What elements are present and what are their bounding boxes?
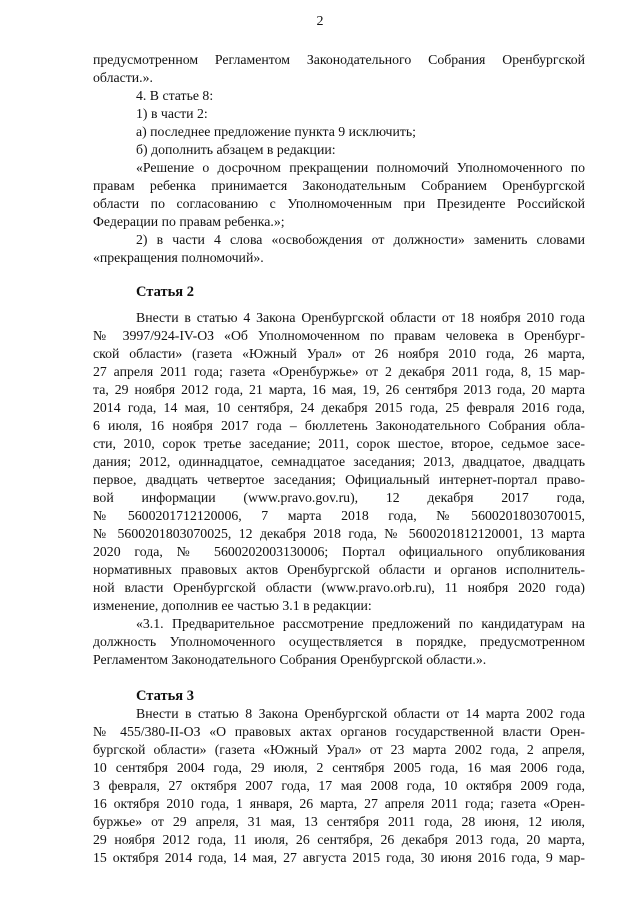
text-line: вой информации (www.pravo.gov.ru), 12 декабря 2017 года, <box>93 490 585 505</box>
text-line: 16 октября 2010 года, 1 января, 26 марта, 27 апреля 2011 года; газета «Орен- <box>93 796 585 811</box>
text-line: правам ребенка принимается Законодательным Собранием Оренбургской <box>93 178 585 193</box>
text-line: та, 29 ноября 2012 года, 21 марта, 16 мая, 19, 26 сентября 2013 года, 20 марта <box>93 382 585 397</box>
text-line: сти, 2010, сорок третье заседание; 2011, сорок шестое, второе, седьмое засе- <box>93 436 585 451</box>
text-line: буржье» от 29 апреля, 31 мая, 13 сентября 2011 года, 28 июня, 12 июля, <box>93 814 585 829</box>
text-line: № 5600201712120006, 7 марта 2018 года, № 5600201803070015, <box>93 508 585 523</box>
text-line: 1) в части 2: <box>136 106 208 121</box>
text-line: 3 февраля, 27 октября 2007 года, 17 мая 2008 года, 10 октября 2009 года, <box>93 778 585 793</box>
text-line: «Решение о досрочном прекращении полномочий Уполномоченного по <box>136 160 585 175</box>
text-line: изменение, дополнив ее частью 3.1 в редакции: <box>93 598 372 613</box>
text-line: 15 октября 2014 года, 14 мая, 27 августа 2015 года, 30 июня 2016 года, 9 мар- <box>93 850 585 865</box>
text-line: 29 ноября 2012 года, 11 июля, 26 сентября, 26 декабря 2013 года, 20 марта, <box>93 832 585 847</box>
text-line: ской области» (газета «Южный Урал» от 26 ноября 2010 года, 26 марта, <box>93 346 585 361</box>
text-line: предусмотренном Регламентом Законодательного Собрания Оренбургской <box>93 52 585 67</box>
text-line: 2014 года, 14 мая, 10 сентября, 24 декабря 2015 года, 25 февраля 2016 года, <box>93 400 585 415</box>
text-line: Внести в статью 8 Закона Оренбургской области от 14 марта 2002 года <box>136 706 585 721</box>
text-line: области по согласованию с Уполномоченным при Президенте Российской <box>93 196 585 211</box>
text-line: должность Уполномоченного осуществляется в порядке, предусмотренном <box>93 634 585 649</box>
text-line: Внести в статью 4 Закона Оренбургской области от 18 ноября 2010 года <box>136 310 585 325</box>
page-number: 2 <box>316 14 324 29</box>
text-line: дания; 2012, одиннадцатое, семнадцатое заседания; 2013, двадцатое, двадцать <box>93 454 585 469</box>
text-line: № 3997/924-IV-ОЗ «Об Уполномоченном по правам человека в Оренбург- <box>93 328 585 343</box>
text-line: «прекращения полномочий». <box>93 250 264 265</box>
text-line: 10 сентября 2004 года, 29 июля, 2 сентября 2005 года, 16 мая 2006 года, <box>93 760 585 775</box>
text-line: б) дополнить абзацем в редакции: <box>136 142 336 157</box>
article-2-heading: Статья 2 <box>136 284 194 300</box>
text-line: № 455/380-II-ОЗ «О правовых актах органов государственной власти Орен- <box>93 724 585 739</box>
text-line: области.». <box>93 70 153 85</box>
text-line: 2) в части 4 слова «освобождения от должности» заменить словами <box>136 232 585 247</box>
text-line: ной власти Оренбургской области (www.pravo.orb.ru), 11 ноября 2020 года) <box>93 580 585 595</box>
text-line: бургской области» (газета «Южный Урал» от 23 марта 2002 года, 2 апреля, <box>93 742 585 757</box>
text-line: 6 июля, 16 ноября 2017 года – бюллетень Законодательного Собрания обла- <box>93 418 585 433</box>
text-line: 27 апреля 2011 года; газета «Оренбуржье» от 2 декабря 2011 года, 8, 15 мар- <box>93 364 585 379</box>
text-line: нормативных правовых актов Оренбургской области и органов исполнитель- <box>93 562 585 577</box>
text-line: Федерации по правам ребенка.»; <box>93 214 285 229</box>
text-line: первое, двадцать четвертое заседания; Официальный интернет-портал право- <box>93 472 585 487</box>
text-line: «3.1. Предварительное рассмотрение предложений по кандидатурам на <box>136 616 585 631</box>
text-line: № 5600201803070025, 12 декабря 2018 года, № 5600201812120001, 13 марта <box>93 526 585 541</box>
article-3-heading: Статья 3 <box>136 688 194 704</box>
text-line: а) последнее предложение пункта 9 исключить; <box>136 124 416 139</box>
text-line: Регламентом Законодательного Собрания Оренбургской области.». <box>93 652 487 667</box>
text-line: 2020 года, № 5600202003130006; Портал официального опубликования <box>93 544 585 559</box>
text-line: 4. В статье 8: <box>136 88 214 103</box>
